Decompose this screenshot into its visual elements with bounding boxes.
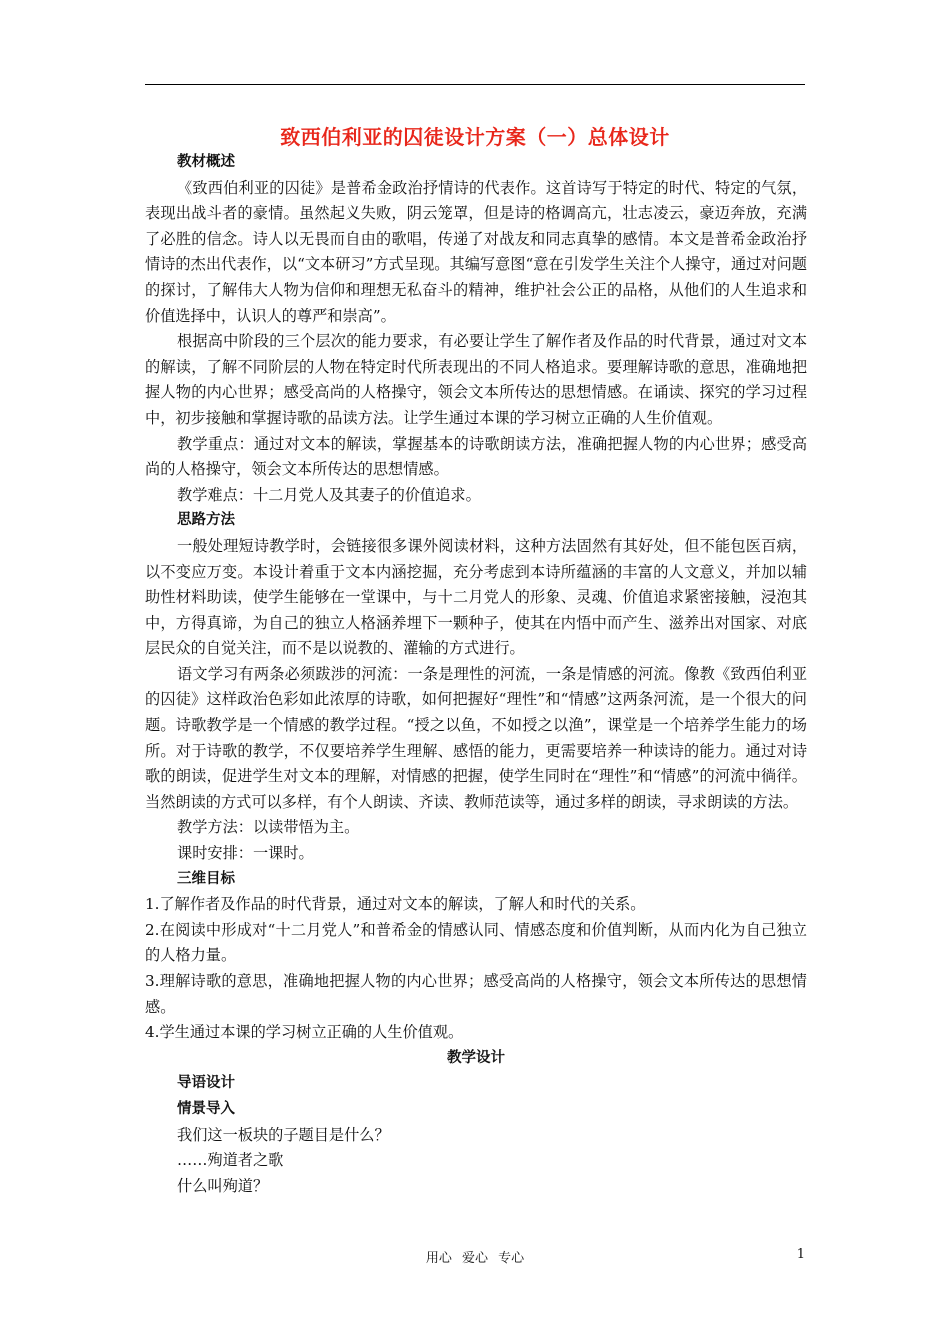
paragraph-key-point: 教学重点：通过对文本的解读，掌握基本的诗歌朗读方法，准确把握人物的内心世界；感受高尚的人格操守，领会文本所传达的思想情感。	[145, 434, 807, 479]
scene-line: 我们这一板块的子题目是什么？	[177, 1125, 390, 1144]
section-heading-design: 教学设计	[447, 1049, 505, 1066]
goal-item: 2.在阅读中形成对“十二月党人”和普希金的情感认同、情感态度和价值判断，从而内化为自己独立的人格力量。	[145, 920, 807, 965]
subheading-intro: 导语设计	[177, 1075, 235, 1092]
section-heading-overview: 教材概述	[177, 154, 235, 170]
paragraph-schedule: 课时安排：一课时。	[177, 844, 314, 863]
header-rule	[145, 84, 805, 85]
scene-line: 什么叫殉道？	[177, 1176, 269, 1195]
paragraph: 语文学习有两条必须跋涉的河流：一条是理性的河流，一条是情感的河流。像教《致西伯利亚的囚徒》这样政治色彩如此浓厚的诗歌，如何把握好“理性”和“情感”这两条河流，是一个很大的问题。诗歌教学是一个情感的教学过程。“授之以鱼，不如授之以渔”，课堂是一个培养学生能力的场所。对于诗歌的教学，不仅要培养学生理解、感悟的能力，更需要培养一种读诗的能力。通过对诗歌的朗读，促进学生对文本的理解，对情感的把握，使学生同时在“理性”和“情感”的河流中徜徉。当然朗读的方式可以多样，有个人朗读、齐读、教师范读等，通过多样的朗读，寻求朗读的方法。	[145, 664, 807, 811]
goal-item: 3.理解诗歌的意思，准确地把握人物的内心世界；感受高尚的人格操守，领会文本所传达的思想情感。	[145, 972, 807, 1016]
subheading-scene: 情景导入	[177, 1100, 235, 1117]
scene-line: ……殉道者之歌	[177, 1151, 284, 1170]
document-body	[145, 150, 807, 1199]
paragraph: 根据高中阶段的三个层次的能力要求，有必要让学生了解作者及作品的时代背景，通过对文本的解读，了解不同阶层的人物在特定时代所表现出的不同人格追求。要理解诗歌的意思，准确地把握人物的内心世界；感受高尚的人格操守，领会文本所传达的思想情感。在诵读、探究的学习过程中，初步接触和掌握诗歌的品读方法。让学生通过本课的学习树立正确的人生价值观。	[145, 332, 807, 427]
section-heading-goals: 三维目标	[177, 870, 235, 887]
goal-item: 4.学生通过本课的学习树立正确的人生价值观。	[145, 1023, 464, 1042]
section-heading-method: 思路方法	[177, 512, 235, 529]
paragraph-difficulty: 教学难点：十二月党人及其妻子的价值追求。	[177, 485, 481, 504]
goal-item: 1.了解作者及作品的时代背景，通过对文本的解读，了解人和时代的关系。	[145, 895, 646, 914]
footer-motto: 用心 爱心 专心	[425, 1251, 525, 1266]
page-number: 1	[796, 1247, 805, 1262]
paragraph: 一般处理短诗教学时，会链接很多课外阅读材料，这种方法固然有其好处，但不能包医百病，以不变应万变。本设计着重于文本内涵挖掘，充分考虑到本诗所蕴涵的丰富的人文意义，并加以辅助性材料助读，使学生能够在一堂课中，与十二月党人的形象、灵魂、价值追求紧密接触，浸泡其中，方得真谛，为自己的独立人格涵养埋下一颗种子，使其在内悟中而产生、滋养出对国家、对底层民众的自觉关注，而不是以说教的、灌输的方式进行。	[145, 536, 807, 658]
document-title: 致西伯利亚的囚徒设计方案（一）总体设计	[280, 125, 670, 149]
paragraph-teaching-method: 教学方法：以读带悟为主。	[177, 818, 360, 837]
paragraph: 《致西伯利亚的囚徒》是普希金政治抒情诗的代表作。这首诗写于特定的时代、特定的气氛，表现出战斗者的豪情。虽然起义失败，阴云笼罩，但是诗的格调高亢，壮志凌云，豪迈奔放，充满了必胜的信念。诗人以无畏而自由的歌唱，传递了对战友和同志真挚的感情。本文是普希金政治抒情诗的杰出代表作，以“文本研习”方式呈现。其编写意图“意在引发学生关注个人操守，通过对问题的探讨，了解伟大人物为信仰和理想无私奋斗的精神，维护社会公正的品格，从他们的人生追求和价值选择中，认识人的尊严和崇高”。	[145, 178, 807, 325]
